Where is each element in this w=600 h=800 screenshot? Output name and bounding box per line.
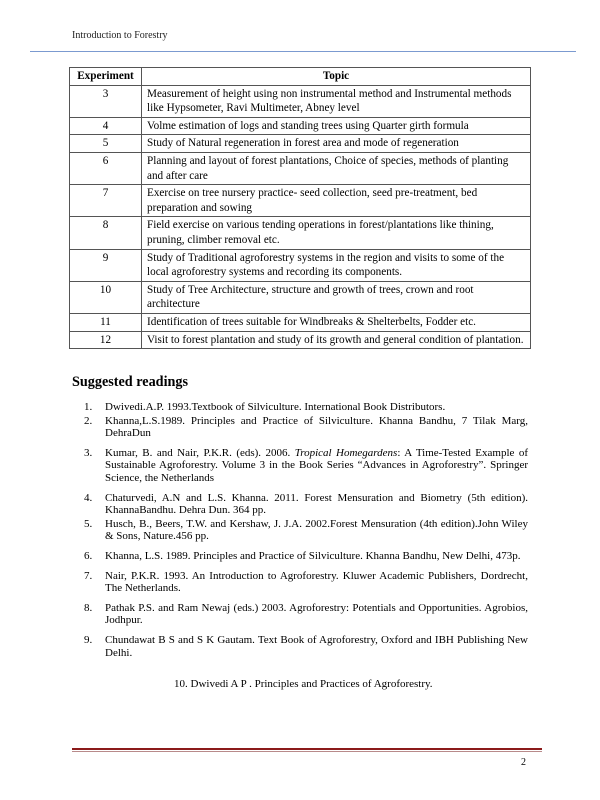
experiment-number: 10	[70, 281, 142, 313]
reading-number: 6.	[84, 549, 93, 562]
reading-number: 9.	[84, 633, 93, 646]
reading-text: Pathak P.S. and Ram Newaj (eds.) 2003. Agroforestry: Potentials and Opportunities. Agrobios, Jodhpur.	[105, 601, 528, 627]
experiment-number: 12	[70, 331, 142, 349]
experiment-topic: Study of Natural regeneration in forest area and mode of regeneration	[142, 135, 531, 153]
reading-text: Chaturvedi, A.N and L.S. Khanna. 2011. Forest Mensuration and Biometry (5th edition). KhannaBandhu. Dehra Dun. 364 pp.	[105, 491, 528, 517]
reading-text-pre: Kumar, B. and Nair, P.K.R. (eds). 2006.	[105, 446, 295, 459]
reading-text: Khanna, L.S. 1989. Principles and Practice of Silviculture. Khanna Bandhu, New Delhi, 473p.	[105, 549, 521, 562]
reading-number: 5.	[84, 517, 93, 530]
reading-item	[84, 570, 528, 595]
reading-item	[84, 602, 528, 627]
reading-text: Husch, B., Beers, T.W. and Kershaw, J. J.A. 2002.Forest Mensuration (4th edition).John Wiley & Sons, Nature.456 pp.	[105, 517, 528, 543]
reading-item	[84, 401, 528, 414]
table-row	[70, 313, 531, 331]
experiment-number: 7	[70, 185, 142, 217]
experiment-topic: Visit to forest plantation and study of its growth and general condition of plantation.	[142, 331, 531, 349]
experiment-topic: Volme estimation of logs and standing trees using Quarter girth formula	[142, 117, 531, 135]
experiment-topic: Study of Traditional agroforestry systems in the region and visits to some of the local agroforestry systems and recording its components.	[142, 249, 531, 281]
experiment-number: 4	[70, 117, 142, 135]
experiment-topic: Study of Tree Architecture, structure and growth of trees, crown and root architecture	[142, 281, 531, 313]
table-row	[70, 281, 531, 313]
section-heading-suggested-readings: Suggested readings	[72, 374, 189, 390]
table-header-row	[70, 68, 531, 86]
reading-item	[84, 415, 528, 440]
experiment-topic: Measurement of height using non instrumental method and Instrumental methods like Hypsometer, Ravi Multimeter, Abney level	[142, 85, 531, 117]
table-row	[70, 117, 531, 135]
experiment-topic: Planning and layout of forest plantations, Choice of species, methods of planting and after care	[142, 152, 531, 184]
readings-list	[84, 401, 528, 659]
reading-text: Nair, P.K.R. 1993. An Introduction to Agroforestry. Kluwer Academic Publishers, Dordrecht, The Netherlands.	[105, 569, 528, 595]
experiment-number: 8	[70, 217, 142, 249]
experiment-topic: Identification of trees suitable for Windbreaks & Shelterbelts, Fodder etc.	[142, 313, 531, 331]
table-row	[70, 217, 531, 249]
column-header-topic: Topic	[142, 68, 531, 86]
reading-number: 4.	[84, 491, 93, 504]
reading-number: 7.	[84, 569, 93, 582]
experiment-topic: Field exercise on various tending operations in forest/plantations like thining, pruning, climber removal etc.	[142, 217, 531, 249]
table-row	[70, 85, 531, 117]
footer-rule-thin	[72, 751, 542, 752]
experiment-number: 6	[70, 152, 142, 184]
reading-text: Dwivedi.A.P. 1993.Textbook of Silviculture. International Book Distributors.	[105, 401, 446, 413]
reading-item	[84, 634, 528, 659]
running-header: Introduction to Forestry	[72, 30, 168, 41]
experiment-number: 5	[70, 135, 142, 153]
reading-item	[84, 447, 528, 485]
experiment-number: 11	[70, 313, 142, 331]
table-row	[70, 185, 531, 217]
reading-item	[84, 492, 528, 517]
experiment-table	[69, 67, 531, 349]
reading-text-post: : A Time-Tested Example of Sustainable Agroforestry. Volume 3 in the Book Series “Advances in Agroforestry”. Springer Science, the Netherlands	[105, 446, 529, 484]
table-row	[70, 135, 531, 153]
table-row	[70, 152, 531, 184]
reading-text: Khanna,L.S.1989. Principles and Practice of Silviculture. Khanna Bandhu, 7 Tilak Marg, DehraDun	[105, 414, 528, 440]
table-row	[70, 331, 531, 349]
reading-text: Chundawat B S and S K Gautam. Text Book of Agroforestry, Oxford and IBH Publishing New Delhi.	[105, 633, 528, 659]
reading-item	[84, 518, 528, 543]
experiment-number: 9	[70, 249, 142, 281]
reading-title-italic: Tropical Homegardens	[294, 446, 398, 459]
reading-item	[84, 550, 528, 563]
header-rule	[30, 51, 576, 52]
page-number: 2	[521, 757, 526, 768]
reading-number: 3.	[84, 446, 93, 459]
reading-number: 2.	[84, 414, 93, 427]
experiment-number: 3	[70, 85, 142, 117]
experiment-topic: Exercise on tree nursery practice- seed collection, seed pre-treatment, bed preparation and sowing	[142, 185, 531, 217]
reading-item-10: 10. Dwivedi A P . Principles and Practices of Agroforestry.	[174, 678, 433, 690]
footer-rule	[72, 748, 542, 750]
reading-number: 8.	[84, 601, 93, 614]
reading-number: 1.	[84, 401, 93, 413]
table-row	[70, 249, 531, 281]
column-header-experiment: Experiment	[70, 68, 142, 86]
